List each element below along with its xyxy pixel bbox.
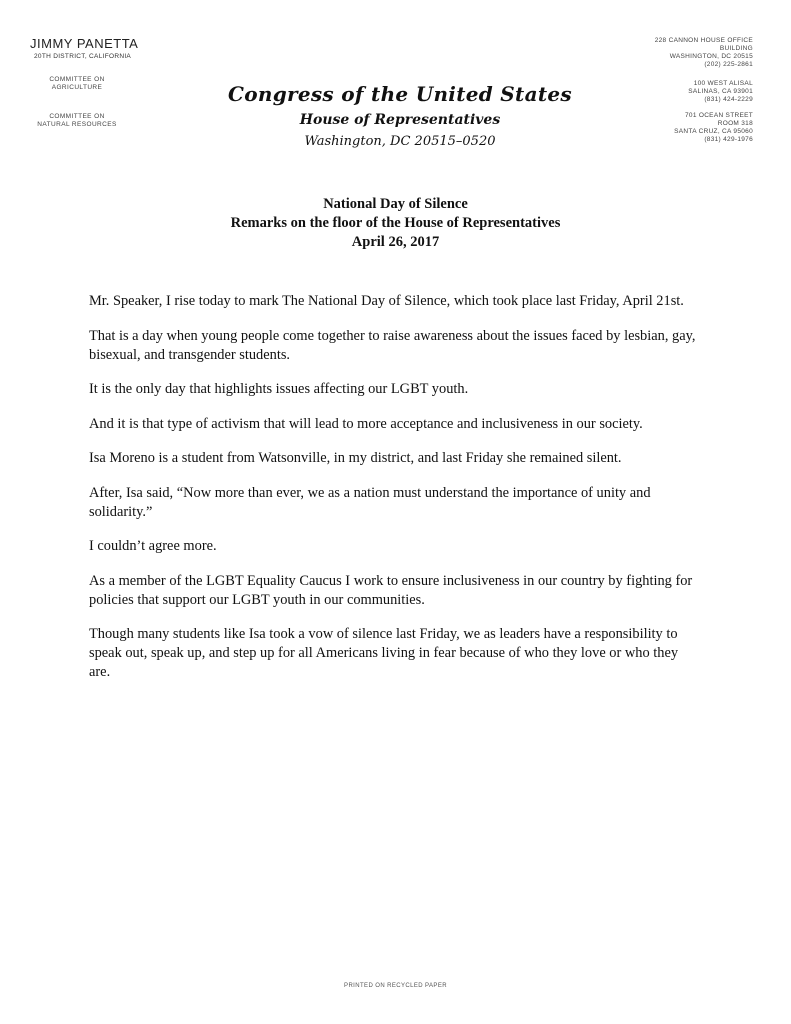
office-line: 100 WEST ALISAL	[693, 80, 753, 87]
congress-title: Congress of the United States	[228, 82, 572, 106]
office-line: SALINAS, CA 93901	[688, 88, 753, 95]
office-line: 701 OCEAN STREET	[684, 112, 753, 119]
remarks-body	[89, 292, 699, 698]
office-line: (202) 225-2861	[704, 61, 753, 68]
committee-line: COMMITTEE ON	[49, 113, 105, 120]
office-line: (831) 424-2229	[704, 96, 753, 103]
paragraph: After, Isa said, “Now more than ever, we as a nation must understand the importance of unity and solidarity.”	[89, 484, 651, 520]
house-title: House of Representatives	[299, 112, 501, 128]
heading-subtitle: Remarks on the floor of the House of Representatives	[230, 215, 561, 231]
heading-title: National Day of Silence	[323, 196, 468, 212]
office-santa-cruz	[613, 112, 753, 144]
paragraph: It is the only day that highlights issues affecting our LGBT youth.	[89, 381, 469, 397]
office-salinas	[613, 80, 753, 104]
office-line: WASHINGTON, DC 20515	[669, 53, 753, 60]
paragraph: Though many students like Isa took a vow of silence last Friday, we as leaders have a responsibility to speak out, speak up, and step up for all Americans living in fear because of who they love or who they are.	[89, 626, 679, 680]
paragraph: Mr. Speaker, I rise today to mark The National Day of Silence, which took place last Friday, April 21st.	[89, 293, 684, 309]
committee-natural-resources	[22, 113, 132, 129]
paragraph: Isa Moreno is a student from Watsonville, in my district, and last Friday she remained silent.	[89, 450, 622, 466]
member-name: JIMMY PANETTA	[30, 36, 139, 51]
committee-agriculture	[22, 76, 132, 92]
office-line: SANTA CRUZ, CA 95060	[674, 128, 753, 135]
committee-line: COMMITTEE ON	[49, 76, 105, 83]
washington-address: Washington, DC 20515–0520	[304, 134, 496, 149]
office-line: 228 CANNON HOUSE OFFICE	[654, 37, 753, 44]
heading-date: April 26, 2017	[351, 234, 440, 250]
committee-line: AGRICULTURE	[51, 84, 103, 91]
paragraph: As a member of the LGBT Equality Caucus I work to ensure inclusiveness in our country by fighting for policies that support our LGBT youth in our communities.	[89, 572, 693, 608]
member-district: 20TH DISTRICT, CALIFORNIA	[34, 53, 132, 60]
office-washington	[613, 37, 753, 69]
paragraph: That is a day when young people come together to raise awareness about the issues faced by lesbian, gay, bisexual, and transgender students.	[89, 327, 696, 363]
recycled-paper-note: PRINTED ON RECYCLED PAPER	[344, 983, 447, 989]
office-line: (831) 429-1976	[704, 136, 753, 143]
committee-line: NATURAL RESOURCES	[37, 121, 117, 128]
paragraph: And it is that type of activism that will lead to more acceptance and inclusiveness in our society.	[89, 415, 643, 432]
paragraph: I couldn’t agree more.	[89, 538, 217, 554]
office-line: ROOM 318	[717, 120, 753, 127]
document-heading	[120, 195, 671, 252]
office-line: BUILDING	[719, 45, 753, 52]
